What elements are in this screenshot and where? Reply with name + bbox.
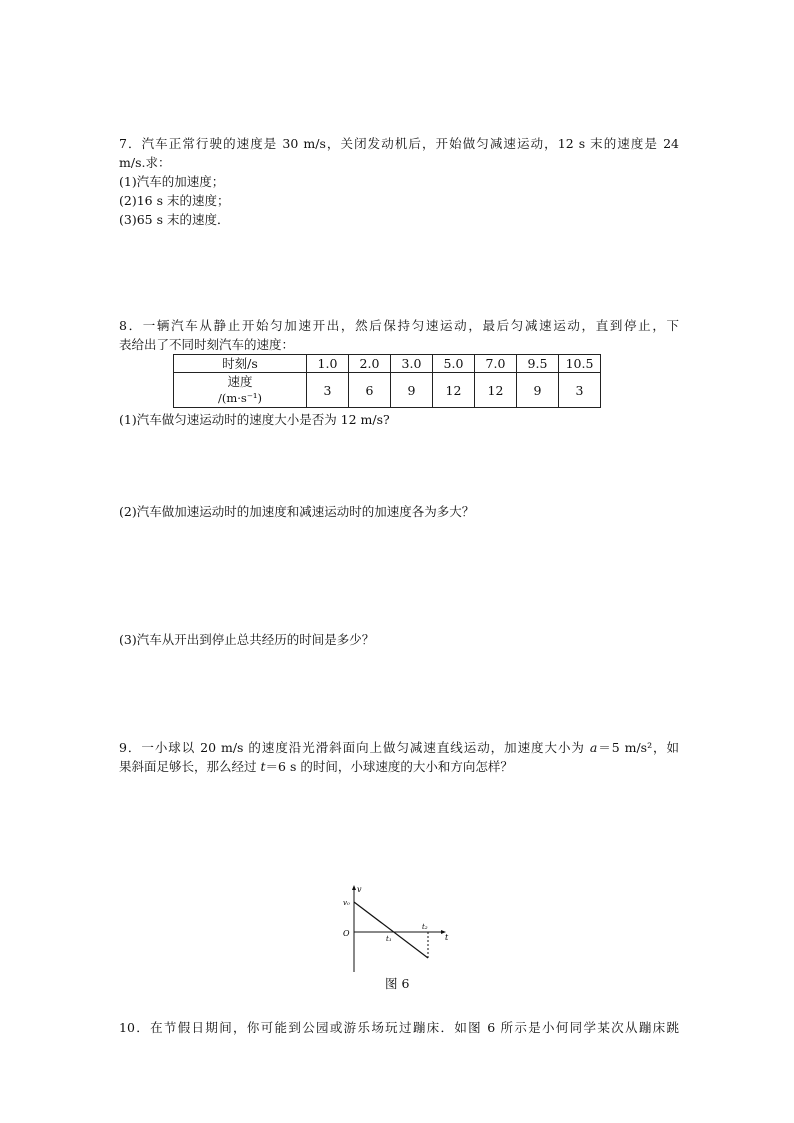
speed-header xyxy=(174,373,307,408)
q8-part-2: (2)汽车做加速运动时的加速度和减速运动时的加速度各为多大？ xyxy=(119,504,475,519)
question-9 xyxy=(119,738,679,776)
time-cell: 5.0 xyxy=(433,355,475,373)
speed-cell: 3 xyxy=(307,373,349,408)
origin-label: O xyxy=(343,929,350,938)
time-cell: 7.0 xyxy=(475,355,517,373)
velocity-line xyxy=(354,902,428,958)
speed-cell: 9 xyxy=(391,373,433,408)
q9-line-1-start: 9．一小球以 20 m/s 的速度沿光滑斜面向上做匀减速直线运动，加速度大小为 xyxy=(119,740,590,755)
q9-line-2 xyxy=(119,757,679,776)
figure-caption: 图 6 xyxy=(385,976,410,991)
q7-part-2: (2)16 s 末的速度； xyxy=(119,193,230,208)
q8-line-2: 表给出了不同时刻汽车的速度： xyxy=(119,337,295,352)
q8-part-1: (1)汽车做匀速运动时的速度大小是否为 12 m/s? xyxy=(119,412,390,427)
time-cell: 9.5 xyxy=(517,355,559,373)
q8-part-3: (3)汽车从开出到停止总共经历的时间是多少？ xyxy=(119,632,375,647)
q9-line-2-start: 果斜面足够长，那么经过 xyxy=(119,759,261,774)
speed-cell: 6 xyxy=(349,373,391,408)
q7-part-3: (3)65 s 末的速度． xyxy=(119,212,230,227)
time-header: 时刻/s xyxy=(174,355,307,373)
q10-line-1: 10．在节假日期间，你可能到公园或游乐场玩过蹦床．如图 6 所示是小何同学某次从蹦床跳 xyxy=(119,1020,679,1035)
speed-table xyxy=(173,354,601,408)
speed-cell: 9 xyxy=(517,373,559,408)
speed-cell: 12 xyxy=(475,373,517,408)
q7-line-1: 7．汽车正常行驶的速度是 30 m/s，关闭发动机后，开始做匀减速运动，12 s 末的速度是 24 xyxy=(119,136,679,151)
time-cell: 10.5 xyxy=(559,355,601,373)
q9-var-a: a xyxy=(589,740,598,755)
q9-var-t: t xyxy=(260,759,266,774)
q8-line-1: 8．一辆汽车从静止开始匀加速开出，然后保持匀速运动，最后匀减速运动，直到停止，下 xyxy=(119,318,679,333)
speed-header-label: 速度 xyxy=(227,374,253,389)
v-label: v xyxy=(357,885,362,894)
q9-line-1-end: ＝5 m/s²，如 xyxy=(597,740,679,755)
time-cell: 3.0 xyxy=(391,355,433,373)
speed-header-unit: /(m·s⁻¹) xyxy=(218,391,262,405)
question-8 xyxy=(119,316,679,354)
velocity-time-graph xyxy=(340,884,452,976)
t-label: t xyxy=(445,933,449,942)
time-cell: 1.0 xyxy=(307,355,349,373)
speed-cell: 12 xyxy=(433,373,475,408)
t1-label: t₁ xyxy=(386,935,392,943)
q7-part-1: (1)汽车的加速度； xyxy=(119,174,225,189)
time-cell: 2.0 xyxy=(349,355,391,373)
question-10 xyxy=(119,1018,679,1037)
time-row xyxy=(174,355,601,373)
q9-line-2-end: ＝6 s 的时间，小球速度的大小和方向怎样？ xyxy=(265,759,513,774)
t2-label: t₂ xyxy=(422,923,428,931)
q9-line-1 xyxy=(119,738,679,757)
question-7 xyxy=(119,134,679,229)
speed-cell: 3 xyxy=(559,373,601,408)
speed-row xyxy=(174,373,601,408)
v-axis-arrow xyxy=(352,885,356,890)
v0-label: v₀ xyxy=(343,899,350,907)
q7-line-2: m/s.求： xyxy=(119,155,171,170)
